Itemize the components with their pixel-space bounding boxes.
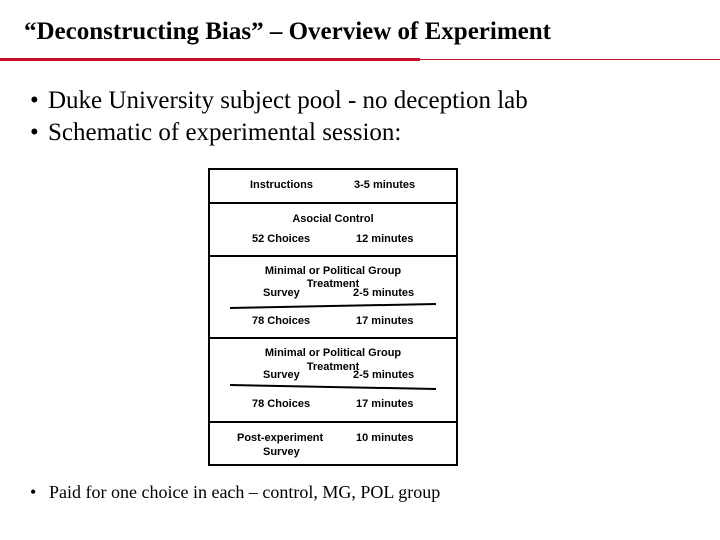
title-underline-thick — [0, 58, 420, 61]
title-underline — [0, 58, 720, 62]
treatment1-survey-time: 2-5 minutes — [353, 287, 415, 299]
post-label-line1: Post-experiment — [237, 432, 324, 444]
asocial-time: 12 minutes — [356, 233, 414, 245]
treatment1-heading-line1: Minimal or Political Group — [264, 265, 402, 277]
title-underline-thin — [420, 59, 720, 60]
bullet-text: Schematic of experimental session: — [48, 119, 402, 146]
asocial-choices: 52 Choices — [252, 233, 311, 245]
treatment1-heading-line2: Treatment — [306, 278, 360, 290]
bullet-dot: • — [30, 482, 37, 502]
treatment1-survey-label: Survey — [263, 287, 300, 299]
instructions-label: Instructions — [250, 179, 313, 191]
asocial-heading: Asocial Control — [292, 213, 374, 225]
bullet-text: Paid for one choice in each – control, MG, POL group — [49, 482, 441, 502]
session-schematic — [208, 168, 458, 466]
bullet-text: Duke University subject pool - no deception lab — [48, 87, 528, 114]
divider — [210, 337, 456, 339]
separator-line — [230, 303, 436, 309]
divider — [210, 421, 456, 423]
divider — [210, 255, 456, 257]
bullet-schematic — [30, 119, 401, 147]
treatment2-survey-label: Survey — [263, 369, 300, 381]
treatment2-choices: 78 Choices — [252, 398, 311, 410]
treatment2-time: 17 minutes — [356, 398, 414, 410]
slide-title: “Deconstructing Bias” – Overview of Experiment — [24, 18, 552, 45]
divider — [210, 202, 456, 204]
bullet-subject-pool — [30, 87, 528, 115]
instructions-time: 3-5 minutes — [354, 179, 416, 191]
treatment2-heading-line2: Treatment — [306, 361, 360, 373]
treatment2-survey-time: 2-5 minutes — [353, 369, 415, 381]
treatment2-heading-line1: Minimal or Political Group — [264, 347, 402, 359]
post-time: 10 minutes — [356, 432, 414, 444]
bullet-dot: • — [30, 119, 39, 146]
treatment1-time: 17 minutes — [356, 315, 414, 327]
bullet-dot: • — [30, 87, 39, 114]
bullet-payment — [30, 482, 440, 503]
separator-line — [230, 384, 436, 390]
treatment1-choices: 78 Choices — [252, 315, 311, 327]
post-label-line2: Survey — [263, 446, 300, 458]
